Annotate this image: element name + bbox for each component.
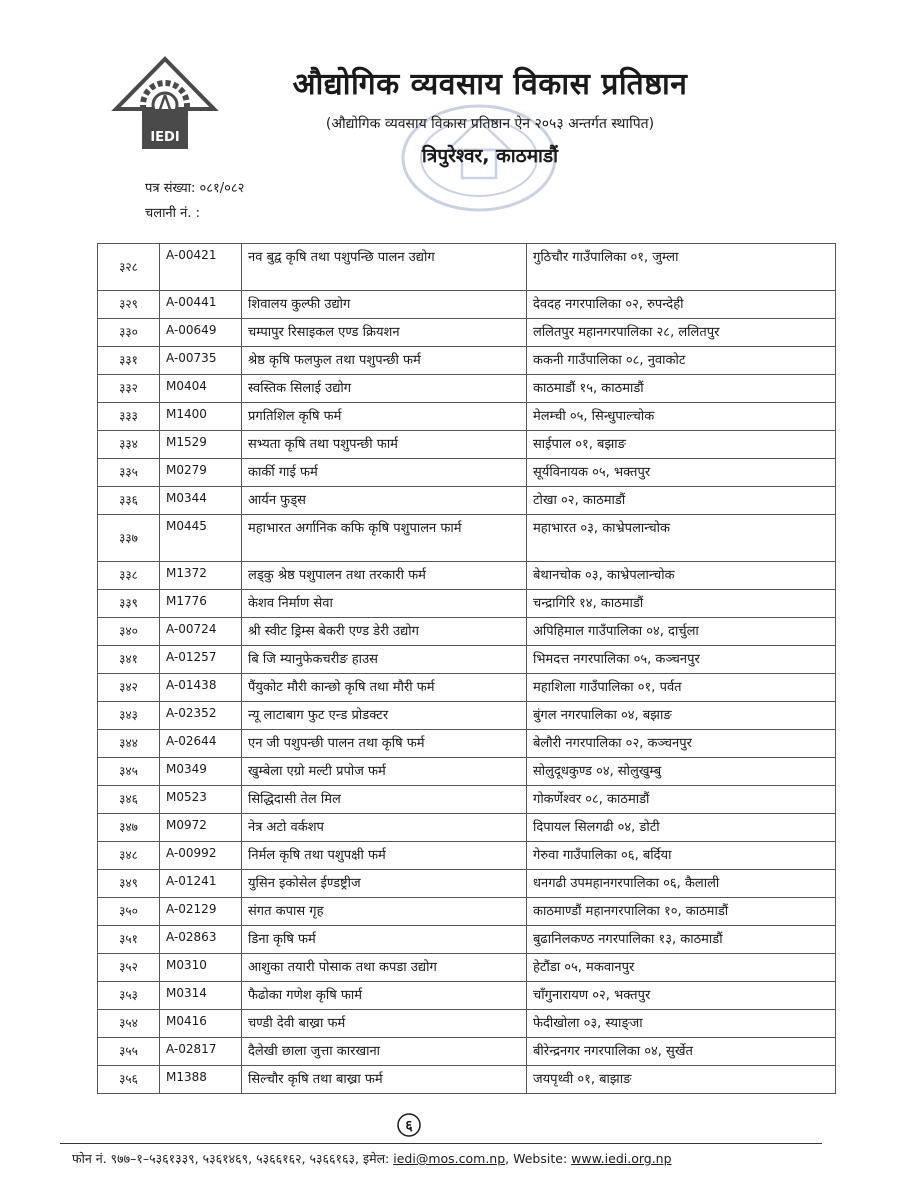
row-address: चाँगुनारायण ०२, भक्तपुर bbox=[527, 982, 836, 1010]
table-row bbox=[98, 814, 836, 842]
row-address: महाशिला गाउँपालिका ०१, पर्वत bbox=[527, 674, 836, 702]
row-address: काठमाण्डौं महानगरपालिका १०, काठमाडौं bbox=[527, 898, 836, 926]
row-address: महाभारत ०३, काभ्रेपलान्चोक bbox=[527, 515, 836, 562]
row-registration-code: A-00992 bbox=[160, 842, 242, 870]
row-industry-name: दैलेखी छाला जुत्ता कारखाना bbox=[242, 1038, 527, 1066]
table-row bbox=[98, 515, 836, 562]
table-row bbox=[98, 618, 836, 646]
row-serial-number: ३३६ bbox=[98, 487, 160, 515]
row-address: गुठिचौर गाउँपालिका ०१, जुम्ला bbox=[527, 244, 836, 291]
row-industry-name: संगत कपास गृह bbox=[242, 898, 527, 926]
table-row bbox=[98, 459, 836, 487]
row-serial-number: ३४६ bbox=[98, 786, 160, 814]
row-registration-code: A-01438 bbox=[160, 674, 242, 702]
row-serial-number: ३३२ bbox=[98, 375, 160, 403]
row-registration-code: M0404 bbox=[160, 375, 242, 403]
row-serial-number: ३४९ bbox=[98, 870, 160, 898]
row-address: मेलम्ची ०५, सिन्धुपाल्चोक bbox=[527, 403, 836, 431]
row-industry-name: पैंयुकोट मौरी कान्छो कृषि तथा मौरी फर्म bbox=[242, 674, 527, 702]
row-registration-code: A-02352 bbox=[160, 702, 242, 730]
row-industry-name: सभ्यता कृषि तथा पशुपन्छी फार्म bbox=[242, 431, 527, 459]
footer-contact bbox=[72, 1150, 832, 1167]
row-address: बेलौरी नगरपालिका ०२, कञ्चनपुर bbox=[527, 730, 836, 758]
row-serial-number: ३४० bbox=[98, 618, 160, 646]
row-serial-number: ३३१ bbox=[98, 347, 160, 375]
table-row bbox=[98, 590, 836, 618]
table-row bbox=[98, 730, 836, 758]
table-row bbox=[98, 898, 836, 926]
row-serial-number: ३४२ bbox=[98, 674, 160, 702]
row-serial-number: ३४५ bbox=[98, 758, 160, 786]
row-registration-code: M0416 bbox=[160, 1010, 242, 1038]
row-industry-name: नेत्र अटो वर्कशप bbox=[242, 814, 527, 842]
row-industry-name: नव बुद्व कृषि तथा पशुपन्छि पालन उद्योग bbox=[242, 244, 527, 291]
table-row bbox=[98, 291, 836, 319]
table-row bbox=[98, 1010, 836, 1038]
row-address: काठमाडौं १५, काठमाडौं bbox=[527, 375, 836, 403]
table-row bbox=[98, 758, 836, 786]
row-address: अपिहिमाल गाउँपालिका ०४, दार्चुला bbox=[527, 618, 836, 646]
row-registration-code: A-02863 bbox=[160, 926, 242, 954]
table-row bbox=[98, 487, 836, 515]
row-registration-code: A-00735 bbox=[160, 347, 242, 375]
table-row bbox=[98, 347, 836, 375]
row-serial-number: ३३० bbox=[98, 319, 160, 347]
row-address: ककनी गाउँपालिका ०८, नुवाकोट bbox=[527, 347, 836, 375]
row-industry-name: लड्कु श्रेष्ठ पशुपालन तथा तरकारी फर्म bbox=[242, 562, 527, 590]
row-registration-code: A-02644 bbox=[160, 730, 242, 758]
footer-email-link[interactable]: iedi@mos.com.np bbox=[393, 1151, 506, 1166]
row-industry-name: श्रेष्ठ कृषि फलफुल तथा पशुपन्छी फर्म bbox=[242, 347, 527, 375]
row-address: सूर्यविनायक ०५, भक्तपुर bbox=[527, 459, 836, 487]
row-industry-name: प्रगतिशिल कृषि फर्म bbox=[242, 403, 527, 431]
row-industry-name: स्वस्तिक सिलाई उद्योग bbox=[242, 375, 527, 403]
letter-number: पत्र संख्या: ०८१/०८२ bbox=[145, 181, 245, 196]
row-address: फेदीखोला ०३, स्याङ्जा bbox=[527, 1010, 836, 1038]
row-industry-name: युसिन इकोसेल ईण्डष्ट्रीज bbox=[242, 870, 527, 898]
table-row bbox=[98, 842, 836, 870]
row-serial-number: ३५५ bbox=[98, 1038, 160, 1066]
row-registration-code: A-01257 bbox=[160, 646, 242, 674]
row-industry-name: आर्यन फुड्स bbox=[242, 487, 527, 515]
row-address: जयपृथ्वी ०१, बाझाङ bbox=[527, 1066, 836, 1094]
row-serial-number: ३४४ bbox=[98, 730, 160, 758]
row-address: बीरेन्द्रनगर नगरपालिका ०४, सुर्खेत bbox=[527, 1038, 836, 1066]
page-number bbox=[395, 1111, 423, 1139]
table-row bbox=[98, 674, 836, 702]
row-address: बुंगल नगरपालिका ०४, बझाङ bbox=[527, 702, 836, 730]
row-industry-name: कार्की गाई फर्म bbox=[242, 459, 527, 487]
row-registration-code: A-02817 bbox=[160, 1038, 242, 1066]
row-serial-number: ३३५ bbox=[98, 459, 160, 487]
table-row bbox=[98, 562, 836, 590]
row-registration-code: A-00724 bbox=[160, 618, 242, 646]
row-address: सोलुदूधकुण्ड ०४, सोलुखुम्बु bbox=[527, 758, 836, 786]
dispatch-number: चलानी नं. : bbox=[145, 206, 201, 221]
row-serial-number: ३४३ bbox=[98, 702, 160, 730]
row-address: साईपाल ०१, बझाङ bbox=[527, 431, 836, 459]
footer-website-link[interactable]: www.iedi.org.np bbox=[571, 1151, 672, 1166]
row-address: बुढानिलकण्ठ नगरपालिका १३, काठमाडौं bbox=[527, 926, 836, 954]
table-row bbox=[98, 1038, 836, 1066]
row-industry-name: केशव निर्माण सेवा bbox=[242, 590, 527, 618]
table-row bbox=[98, 403, 836, 431]
row-industry-name: श्री स्वीट ड्रिम्स बेकरी एण्ड डेरी उद्योग bbox=[242, 618, 527, 646]
row-industry-name: शिवालय कुल्फी उद्योग bbox=[242, 291, 527, 319]
row-industry-name: फैढोका गणेश कृषि फार्म bbox=[242, 982, 527, 1010]
row-registration-code: M1372 bbox=[160, 562, 242, 590]
row-serial-number: ३५२ bbox=[98, 954, 160, 982]
row-industry-name: खुम्बेला एग्रो मल्टी प्रपोज फर्म bbox=[242, 758, 527, 786]
footer-website-label: , Website: bbox=[505, 1151, 568, 1166]
row-registration-code: M1400 bbox=[160, 403, 242, 431]
row-address: गोकर्णेश्वर ०८, काठमाडौं bbox=[527, 786, 836, 814]
row-registration-code: M1529 bbox=[160, 431, 242, 459]
row-address: बेथानचोक ०३, काभ्रेपलान्चोक bbox=[527, 562, 836, 590]
organization-subtitle: (औद्योगिक व्यवसाय विकास प्रतिष्ठान ऐन २०५३ अन्तर्गत स्थापित) bbox=[325, 116, 655, 132]
iedi-logo bbox=[110, 55, 220, 155]
row-address: देवदह नगरपालिका ०२, रुपन्देही bbox=[527, 291, 836, 319]
row-registration-code: A-00441 bbox=[160, 291, 242, 319]
row-industry-name: चण्डी देवी बाख्रा फर्म bbox=[242, 1010, 527, 1038]
row-registration-code: M0314 bbox=[160, 982, 242, 1010]
row-registration-code: M0523 bbox=[160, 786, 242, 814]
logo-text: IEDI bbox=[150, 130, 180, 145]
row-serial-number: ३३७ bbox=[98, 515, 160, 562]
row-serial-number: ३३८ bbox=[98, 562, 160, 590]
row-registration-code: A-00421 bbox=[160, 244, 242, 291]
row-serial-number: ३२८ bbox=[98, 244, 160, 291]
row-industry-name: निर्मल कृषि तथा पशुपक्षी फर्म bbox=[242, 842, 527, 870]
row-registration-code: M0279 bbox=[160, 459, 242, 487]
table-row bbox=[98, 319, 836, 347]
row-serial-number: ३२९ bbox=[98, 291, 160, 319]
row-registration-code: A-02129 bbox=[160, 898, 242, 926]
row-address: भिमदत्त नगरपालिका ०५, कञ्चनपुर bbox=[527, 646, 836, 674]
row-registration-code: M0445 bbox=[160, 515, 242, 562]
row-industry-name: न्यू लाटाबाग फुट एन्ड प्रोडक्टर bbox=[242, 702, 527, 730]
row-serial-number: ३३३ bbox=[98, 403, 160, 431]
organization-title: औद्योगिक व्यवसाय विकास प्रतिष्ठान bbox=[292, 67, 688, 102]
page-number-value: ६ bbox=[405, 1118, 413, 1134]
row-address: दिपायल सिलगढी ०४, डोटी bbox=[527, 814, 836, 842]
table-row bbox=[98, 870, 836, 898]
row-address: गेरुवा गाउँपालिका ०६, बर्दिया bbox=[527, 842, 836, 870]
row-serial-number: ३४१ bbox=[98, 646, 160, 674]
row-industry-name: महाभारत अर्गानिक कफि कृषि पशुपालन फार्म bbox=[242, 515, 527, 562]
table-row bbox=[98, 926, 836, 954]
table-row bbox=[98, 244, 836, 291]
footer-divider bbox=[60, 1143, 822, 1144]
row-address: टोखा ०२, काठमाडौं bbox=[527, 487, 836, 515]
row-serial-number: ३५१ bbox=[98, 926, 160, 954]
footer-phone: फोन नं. ९७७–१–५३६१३३९, ५३६१४६९, ५३६६१६२, ५३६६१६३, इमेल: bbox=[72, 1151, 390, 1166]
row-registration-code: A-01241 bbox=[160, 870, 242, 898]
row-registration-code: M0344 bbox=[160, 487, 242, 515]
row-industry-name: आशुका तयारी पोसाक तथा कपडा उद्योग bbox=[242, 954, 527, 982]
row-serial-number: ३५४ bbox=[98, 1010, 160, 1038]
row-industry-name: बि जि म्यानुफेकचरीङ हाउस bbox=[242, 646, 527, 674]
table-row bbox=[98, 786, 836, 814]
table-row bbox=[98, 702, 836, 730]
row-serial-number: ३५० bbox=[98, 898, 160, 926]
row-industry-name: एन जी पशुपन्छी पालन तथा कृषि फर्म bbox=[242, 730, 527, 758]
row-serial-number: ३३४ bbox=[98, 431, 160, 459]
organization-location: त्रिपुरेश्वर, काठमाडौं bbox=[421, 145, 559, 167]
table-row bbox=[98, 646, 836, 674]
row-industry-name: सिद्धिदासी तेल मिल bbox=[242, 786, 527, 814]
row-registration-code: M0310 bbox=[160, 954, 242, 982]
records-table bbox=[97, 243, 836, 1094]
row-serial-number: ३३९ bbox=[98, 590, 160, 618]
row-serial-number: ३४८ bbox=[98, 842, 160, 870]
table-row bbox=[98, 954, 836, 982]
records-body bbox=[98, 244, 836, 1094]
row-address: ललितपुर महानगरपालिका २८, ललितपुर bbox=[527, 319, 836, 347]
table-row bbox=[98, 982, 836, 1010]
row-registration-code: M0349 bbox=[160, 758, 242, 786]
row-serial-number: ३५६ bbox=[98, 1066, 160, 1094]
table-row bbox=[98, 431, 836, 459]
table-row bbox=[98, 1066, 836, 1094]
row-address: धनगढी उपमहानगरपालिका ०६, कैलाली bbox=[527, 870, 836, 898]
table-row bbox=[98, 375, 836, 403]
row-industry-name: डिना कृषि फर्म bbox=[242, 926, 527, 954]
row-registration-code: M1388 bbox=[160, 1066, 242, 1094]
row-registration-code: M1776 bbox=[160, 590, 242, 618]
row-address: हेटौंडा ०५, मकवानपुर bbox=[527, 954, 836, 982]
row-registration-code: M0972 bbox=[160, 814, 242, 842]
row-address: चन्द्रागिरि १४, काठमाडौं bbox=[527, 590, 836, 618]
row-serial-number: ३४७ bbox=[98, 814, 160, 842]
row-industry-name: सिल्चौर कृषि तथा बाख्रा फर्म bbox=[242, 1066, 527, 1094]
row-industry-name: चम्पापुर रिसाइकल एण्ड क्रियशन bbox=[242, 319, 527, 347]
row-registration-code: A-00649 bbox=[160, 319, 242, 347]
row-serial-number: ३५३ bbox=[98, 982, 160, 1010]
